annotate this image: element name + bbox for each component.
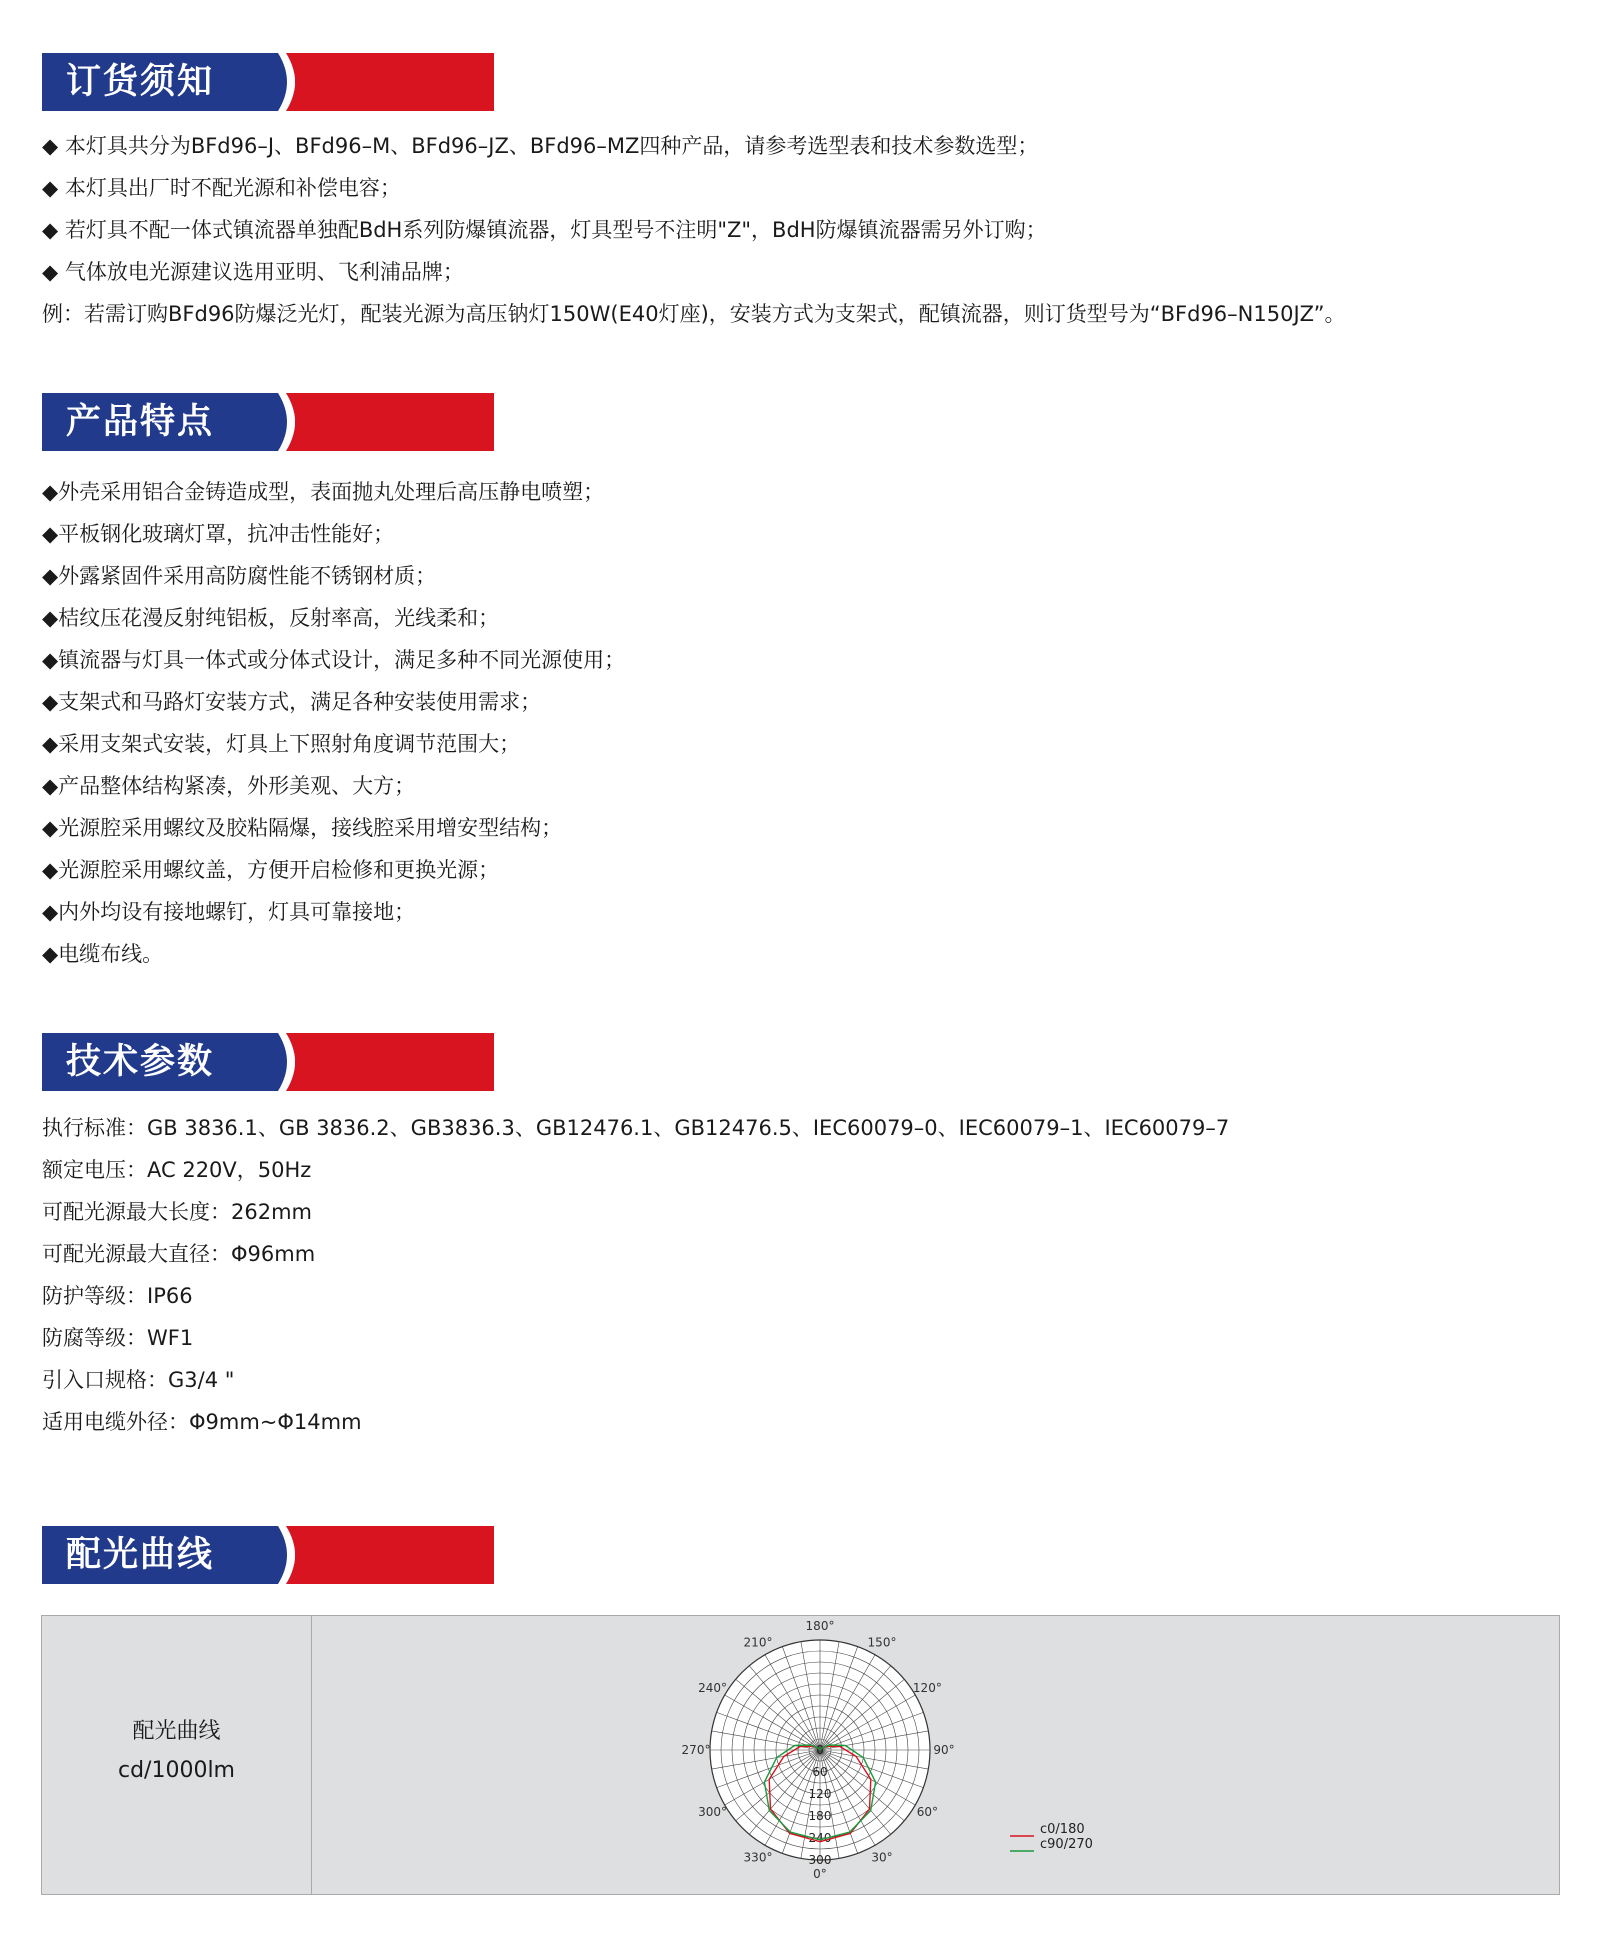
section-title: 订货须知 — [66, 62, 215, 102]
specs-list — [42, 1107, 1229, 1443]
spec-protection: 防护等级：IP66 — [42, 1284, 193, 1308]
curve-unit: cd/1000lm — [117, 1758, 235, 1783]
ordering-line: ◆ 本灯具出厂时不配光源和补偿电容； — [42, 176, 401, 200]
polar-angle-label: 90° — [933, 1743, 955, 1757]
light-distribution-table — [41, 1615, 1560, 1895]
polar-angle-label: 330° — [743, 1850, 773, 1865]
polar-radial-label: 0 — [816, 1743, 824, 1757]
polar-angle-label: 120° — [912, 1681, 942, 1695]
spec-voltage: 额定电压：AC 220V，50Hz — [42, 1158, 312, 1182]
legend-label: c90/270 — [1040, 1837, 1093, 1852]
polar-angle-label: 300° — [698, 1805, 728, 1819]
section-header-features — [42, 393, 494, 451]
spec-entry: 引入口规格：G3/4 " — [42, 1368, 235, 1392]
polar-radial-label: 120 — [808, 1787, 832, 1801]
polar-radial-label: 240 — [808, 1831, 832, 1845]
ordering-line: ◆ 本灯具共分为BFd96–J、BFd96–M、BFd96–JZ、BFd96–MZ四种产品，请参考选型表和技术参数选型； — [42, 134, 1039, 158]
curve-label: 配光曲线 — [132, 1719, 221, 1744]
ordering-example: 例：若需订购BFd96防爆泛光灯，配装光源为高压钠灯150W(E40灯座)，安装方式为支架式，配镇流器，则订货型号为“BFd96–N150JZ”。 — [42, 302, 1346, 326]
polar-chart — [42, 1616, 1559, 1894]
polar-angle-label: 30° — [871, 1850, 893, 1865]
feature-line: ◆桔纹压花漫反射纯铝板，反射率高，光线柔和； — [42, 606, 500, 630]
polar-angle-label: 150° — [867, 1635, 897, 1650]
spec-max-diameter: 可配光源最大直径：Φ96mm — [42, 1242, 316, 1266]
feature-line: ◆电缆布线。 — [42, 942, 164, 966]
spec-max-length: 可配光源最大长度：262mm — [42, 1200, 312, 1224]
feature-line: ◆外壳采用铝合金铸造成型，表面抛丸处理后高压静电喷塑； — [42, 480, 605, 504]
ordering-list — [42, 125, 1346, 335]
section-title: 产品特点 — [66, 402, 215, 442]
section-header-specs — [42, 1033, 494, 1091]
polar-angle-label: 60° — [916, 1805, 939, 1819]
polar-radial-label: 60 — [812, 1765, 828, 1779]
feature-line: ◆采用支架式安装，灯具上下照射角度调节范围大； — [42, 732, 521, 756]
features-list — [42, 471, 625, 975]
section-title: 配光曲线 — [66, 1535, 215, 1575]
feature-line: ◆外露紧固件采用高防腐性能不锈钢材质； — [42, 564, 437, 588]
feature-line: ◆内外均设有接地螺钉，灯具可靠接地； — [42, 900, 416, 924]
ordering-line: ◆ 若灯具不配一体式镇流器单独配BdH系列防爆镇流器，灯具型号不注明"Z"，BdH防爆镇流器需另外订购； — [42, 218, 1047, 242]
feature-line: ◆支架式和马路灯安装方式，满足各种安装使用需求； — [42, 690, 542, 714]
legend-label: c0/180 — [1040, 1822, 1085, 1837]
feature-line: ◆光源腔采用螺纹及胶粘隔爆，接线腔采用增安型结构； — [42, 816, 563, 840]
spec-cable: 适用电缆外径：Φ9mm~Φ14mm — [42, 1410, 362, 1434]
feature-line: ◆光源腔采用螺纹盖，方便开启检修和更换光源； — [42, 858, 500, 882]
spec-standard: 执行标准：GB 3836.1、GB 3836.2、GB3836.3、GB12476.1、GB12476.5、IEC60079–0、IEC60079–1、IEC60079–7 — [42, 1116, 1230, 1140]
polar-radial-label: 300 — [808, 1853, 832, 1867]
spec-anticorrosion: 防腐等级：WF1 — [42, 1326, 194, 1350]
polar-angle-label: 270° — [681, 1743, 711, 1757]
feature-line: ◆镇流器与灯具一体式或分体式设计，满足多种不同光源使用； — [42, 648, 626, 672]
polar-angle-label: 0° — [813, 1867, 827, 1881]
section-header-curve — [42, 1526, 494, 1584]
feature-line: ◆平板钢化玻璃灯罩，抗冲击性能好； — [42, 522, 395, 546]
ordering-line: ◆ 气体放电光源建议选用亚明、飞利浦品牌； — [42, 260, 464, 284]
feature-line: ◆产品整体结构紧凑，外形美观、大方； — [42, 774, 416, 798]
polar-angle-label: 180° — [805, 1619, 835, 1633]
section-title: 技术参数 — [66, 1042, 215, 1082]
section-header-ordering — [42, 53, 494, 111]
polar-radial-label: 180 — [808, 1809, 832, 1823]
polar-angle-label: 210° — [743, 1635, 773, 1650]
polar-angle-label: 240° — [698, 1681, 728, 1695]
